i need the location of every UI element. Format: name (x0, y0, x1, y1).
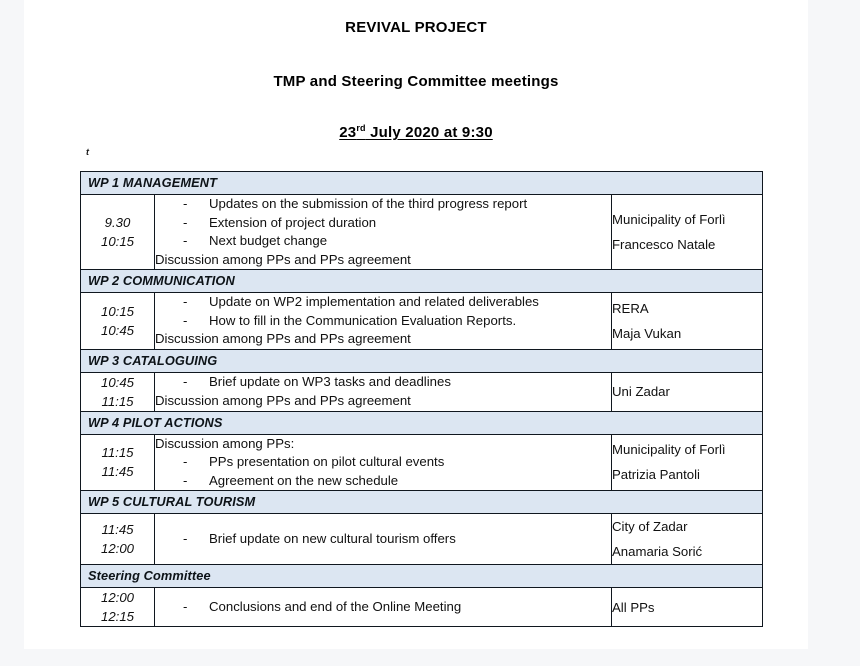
agenda-time-cell (81, 372, 155, 411)
bullet-dash-icon: - (183, 598, 188, 614)
agenda-responsible-org: Municipality of Forlì (612, 212, 726, 227)
agenda-topic-bullet-text: Next budget change (209, 233, 328, 248)
agenda-responsible-cell (612, 588, 763, 627)
document-page (24, 0, 808, 649)
bullet-dash-icon: - (183, 196, 188, 211)
agenda-topic-bullet (155, 598, 611, 617)
agenda-time-end: 11:45 (101, 464, 134, 480)
agenda-responsible-person: Francesco Natale (612, 237, 716, 252)
agenda-time-cell (81, 588, 155, 627)
agenda-topic-bullet-list (155, 530, 611, 549)
agenda-responsible-org: Municipality of Forlì (612, 442, 726, 458)
agenda-responsible-cell (612, 434, 763, 491)
agenda-topic-bullet (155, 232, 611, 251)
agenda-topic-bullet-list (155, 293, 611, 330)
date-ordinal-suffix: rd (356, 123, 366, 133)
bullet-dash-icon: - (183, 233, 188, 248)
agenda-topic-bullet-list (155, 453, 611, 490)
bullet-dash-icon: - (183, 294, 188, 309)
agenda-responsible-org: RERA (612, 300, 649, 316)
agenda-topic-bullet-text: Updates on the submission of the third progress report (209, 196, 528, 211)
agenda-topic-cell (155, 372, 612, 411)
agenda-responsible-org: All PPs (612, 599, 655, 615)
agenda-topic-bullet (155, 453, 611, 472)
agenda-topic-cell (155, 514, 612, 565)
agenda-topic-bullet (155, 373, 611, 392)
agenda-row (81, 293, 763, 350)
document-heading-block (24, 0, 808, 141)
agenda-responsible-person: Maja Vukan (612, 325, 682, 341)
agenda-topic-bullet (155, 312, 611, 331)
agenda-topic-intro: Discussion among PPs: (155, 435, 295, 451)
agenda-time-start: 10:45 (100, 374, 134, 390)
agenda-topic-bullet-text: Brief update on WP3 tasks and deadlines (209, 374, 451, 389)
agenda-section-header-row (81, 491, 763, 514)
agenda-time-cell (81, 293, 155, 350)
agenda-time-end: 10:15 (100, 234, 134, 249)
agenda-section-header-row (81, 411, 763, 434)
agenda-topic-bullet-text: Conclusions and end of the Online Meeting (209, 598, 462, 614)
agenda-topic-bullet (155, 530, 611, 549)
date-rest: July 2020 at 9:30 (365, 124, 493, 141)
agenda-topic-bullet-list (155, 195, 611, 251)
agenda-topic-bullet (155, 195, 611, 214)
agenda-section-header-row (81, 172, 763, 195)
agenda-row (81, 588, 763, 627)
stray-character-artifact: t (86, 147, 89, 157)
agenda-topic-footer: Discussion among PPs and PPs agreement (155, 392, 411, 408)
agenda-section-title: Steering Committee (81, 565, 763, 588)
bullet-dash-icon: - (183, 374, 188, 389)
agenda-topic-cell (155, 293, 612, 350)
agenda-time-start: 12:00 (100, 590, 134, 605)
agenda-topic-bullet-list (155, 598, 611, 617)
agenda-topic-cell (155, 434, 612, 491)
agenda-responsible-cell (612, 293, 763, 350)
agenda-time-end: 12:15 (100, 609, 134, 624)
agenda-responsible-org: City of Zadar (612, 519, 688, 534)
bullet-dash-icon: - (183, 472, 188, 488)
agenda-time-start: 11:15 (101, 445, 134, 461)
agenda-section-header-row (81, 349, 763, 372)
agenda-responsible-person: Anamaria Sorić (612, 544, 703, 559)
agenda-topic-bullet-text: Update on WP2 implementation and related deliverables (209, 294, 539, 309)
agenda-section-title: WP 2 COMMUNICATION (81, 270, 763, 293)
agenda-row (81, 372, 763, 411)
bullet-dash-icon: - (183, 312, 188, 328)
agenda-topic-bullet (155, 214, 611, 233)
agenda-row (81, 434, 763, 491)
agenda-topic-bullet-text: How to fill in the Communication Evaluation Reports. (209, 312, 517, 328)
agenda-section-header-row (81, 270, 763, 293)
bullet-dash-icon: - (183, 214, 188, 230)
agenda-time-cell (81, 195, 155, 270)
agenda-topic-footer: Discussion among PPs and PPs agreement (155, 331, 411, 346)
agenda-topic-bullet-text: PPs presentation on pilot cultural events (209, 454, 445, 469)
agenda-row (81, 195, 763, 270)
agenda-responsible-person: Patrizia Pantoli (612, 467, 700, 483)
document-date-line (24, 124, 808, 141)
bullet-dash-icon: - (183, 530, 188, 546)
page-title: REVIVAL PROJECT (345, 19, 487, 36)
agenda-topic-bullet-text: Extension of project duration (209, 214, 377, 230)
agenda-section-title: WP 5 CULTURAL TOURISM (81, 491, 763, 514)
agenda-table-container (80, 171, 762, 627)
agenda-section-title: WP 4 PILOT ACTIONS (81, 411, 763, 434)
agenda-topic-bullet-text: Agreement on the new schedule (209, 472, 399, 488)
agenda-time-start: 10:15 (100, 303, 134, 319)
agenda-topic-cell (155, 588, 612, 627)
agenda-topic-bullet-text: Brief update on new cultural tourism offers (209, 530, 456, 546)
date-day: 23 (339, 124, 357, 141)
agenda-responsible-org: Uni Zadar (612, 384, 670, 399)
agenda-time-start: 9.30 (104, 215, 131, 230)
agenda-time-start: 11:45 (101, 522, 134, 537)
agenda-section-title: WP 1 MANAGEMENT (81, 172, 763, 195)
agenda-time-end: 12:00 (100, 541, 134, 556)
agenda-table (80, 171, 763, 627)
agenda-topic-footer: Discussion among PPs and PPs agreement (155, 251, 411, 267)
agenda-topic-bullet-list (155, 373, 611, 392)
agenda-section-title: WP 3 CATALOGUING (81, 349, 763, 372)
agenda-time-cell (81, 434, 155, 491)
agenda-time-cell (81, 514, 155, 565)
agenda-responsible-cell (612, 195, 763, 270)
agenda-responsible-cell (612, 372, 763, 411)
agenda-section-header-row (81, 565, 763, 588)
agenda-responsible-cell (612, 514, 763, 565)
agenda-row (81, 514, 763, 565)
bullet-dash-icon: - (183, 454, 188, 469)
document-subtitle: TMP and Steering Committee meetings (273, 73, 559, 90)
agenda-topic-bullet (155, 472, 611, 491)
agenda-topic-cell (155, 195, 612, 270)
agenda-table-body (81, 172, 763, 627)
agenda-time-end: 10:45 (100, 322, 134, 338)
agenda-time-end: 11:15 (101, 393, 134, 409)
agenda-topic-bullet (155, 293, 611, 312)
